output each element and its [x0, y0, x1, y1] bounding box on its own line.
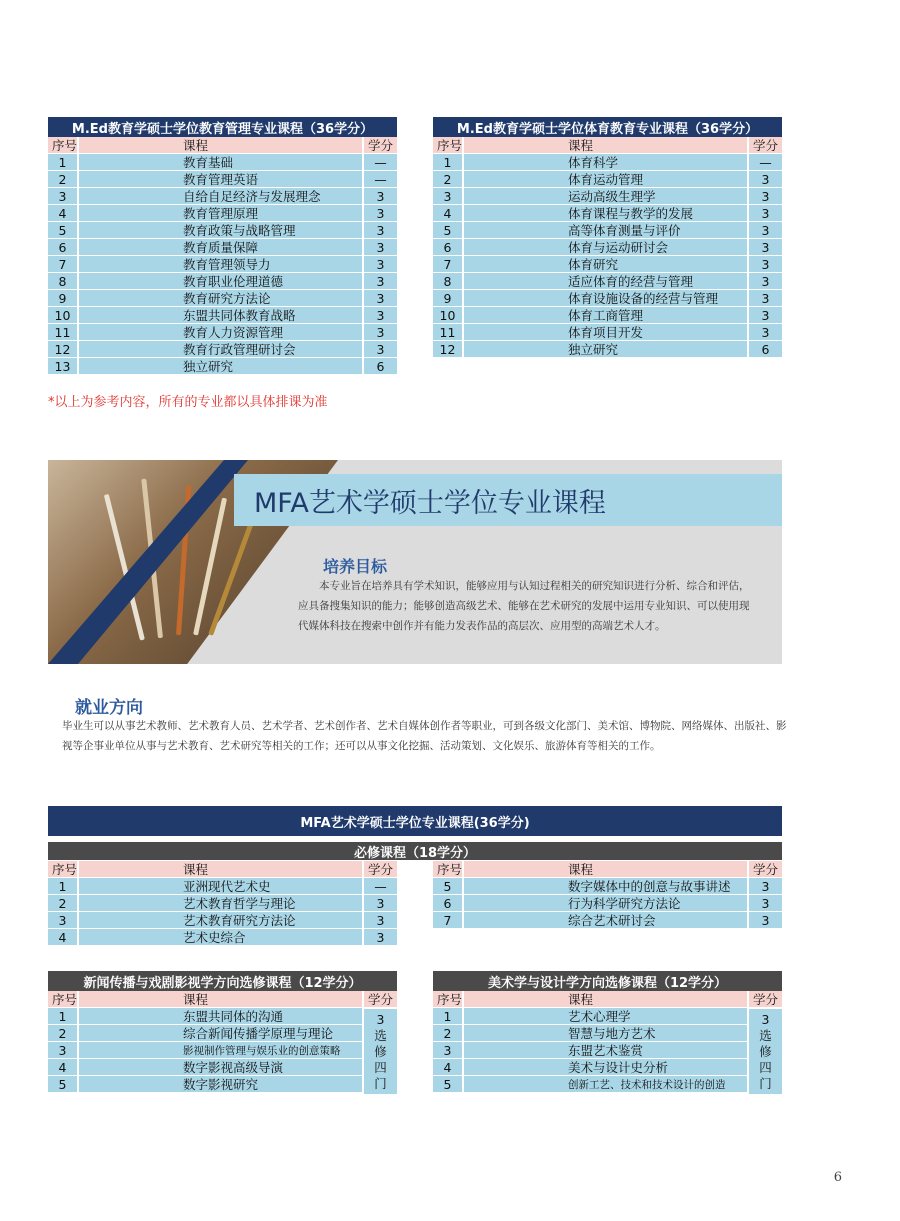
course-credit: 3 — [749, 307, 782, 323]
course-credit: 3 — [364, 273, 397, 289]
course-name: 美术与设计史分析 — [464, 1059, 747, 1075]
table-row — [433, 239, 782, 256]
row-number: 10 — [433, 307, 462, 323]
course-credit: 3 — [749, 171, 782, 187]
header-course: 课程 — [464, 991, 747, 1007]
table-row — [433, 895, 782, 912]
table-row — [433, 1025, 782, 1042]
required-left-table — [48, 861, 397, 946]
row-number: 4 — [433, 205, 462, 221]
course-name: 教育行政管理研讨会 — [79, 341, 362, 357]
row-number: 10 — [48, 307, 77, 323]
table-row — [433, 341, 782, 358]
table-row — [433, 1076, 782, 1093]
table-row — [48, 1025, 397, 1042]
course-name: 教育基础 — [79, 154, 362, 170]
row-number: 2 — [48, 895, 77, 911]
course-credit: 3 — [364, 324, 397, 340]
mfa-banner — [48, 460, 782, 664]
course-credit: 3 — [749, 222, 782, 238]
course-name: 教育管理英语 — [79, 171, 362, 187]
course-name: 数字影视研究 — [79, 1076, 362, 1092]
elective-credit-note — [749, 1009, 782, 1094]
mfa-table-title: MFA艺术学硕士学位专业课程(36学分) — [48, 806, 782, 836]
course-credit: 3 — [364, 290, 397, 306]
row-number: 8 — [433, 273, 462, 289]
credit-note-char: 四 — [374, 1059, 387, 1075]
table-row — [433, 1059, 782, 1076]
row-number: 5 — [433, 1076, 462, 1092]
course-credit: 3 — [364, 256, 397, 272]
row-number: 5 — [433, 222, 462, 238]
course-name: 综合艺术研讨会 — [464, 912, 747, 928]
table-row — [433, 188, 782, 205]
table-row — [48, 222, 397, 239]
row-number: 7 — [433, 912, 462, 928]
row-number: 1 — [433, 1008, 462, 1024]
row-number: 9 — [48, 290, 77, 306]
credit-note-char: 修 — [374, 1043, 387, 1059]
row-number: 6 — [433, 239, 462, 255]
course-name: 体育研究 — [464, 256, 747, 272]
table-row — [433, 205, 782, 222]
course-credit: 3 — [749, 239, 782, 255]
course-name: 东盟艺术鉴赏 — [464, 1042, 747, 1058]
course-credit: — — [364, 878, 397, 894]
course-credit: — — [364, 154, 397, 170]
table-row — [433, 171, 782, 188]
row-number: 12 — [433, 341, 462, 357]
row-number: 8 — [48, 273, 77, 289]
row-number: 1 — [48, 1008, 77, 1024]
table-row — [433, 1008, 782, 1025]
course-name: 体育课程与教学的发展 — [464, 205, 747, 221]
course-credit: 3 — [749, 205, 782, 221]
row-number: 4 — [48, 205, 77, 221]
row-number: 5 — [433, 878, 462, 894]
course-name: 教育质量保障 — [79, 239, 362, 255]
course-credit: 6 — [749, 341, 782, 357]
row-number: 5 — [48, 222, 77, 238]
table-row — [48, 171, 397, 188]
course-name: 艺术教育哲学与理论 — [79, 895, 362, 911]
credit-note-char: 3 — [761, 1011, 770, 1027]
header-credit: 学分 — [749, 861, 782, 877]
row-number: 5 — [48, 1076, 77, 1092]
header-no: 序号 — [48, 137, 77, 153]
header-course: 课程 — [79, 991, 362, 1007]
course-name: 教育研究方法论 — [79, 290, 362, 306]
med-management-table — [48, 117, 397, 375]
table-row — [433, 878, 782, 895]
reference-note: *以上为参考内容，所有的专业都以具体排课为准 — [48, 395, 328, 410]
table-row — [48, 290, 397, 307]
course-credit: — — [749, 154, 782, 170]
table-row — [48, 307, 397, 324]
header-credit: 学分 — [364, 137, 397, 153]
row-number: 4 — [48, 929, 77, 945]
credit-note-char: 四 — [759, 1059, 772, 1075]
credit-note-char: 选 — [759, 1027, 772, 1043]
course-name: 自给自足经济与发展理念 — [79, 188, 362, 204]
course-name: 适应体育的经营与管理 — [464, 273, 747, 289]
row-number: 3 — [48, 1042, 77, 1058]
course-name: 亚洲现代艺术史 — [79, 878, 362, 894]
table-row — [48, 895, 397, 912]
table-row — [433, 290, 782, 307]
course-credit: 3 — [364, 912, 397, 928]
row-number: 7 — [433, 256, 462, 272]
table-row — [433, 256, 782, 273]
course-name: 创新工艺、技术和技术设计的创造 — [464, 1076, 747, 1092]
table-row — [433, 1042, 782, 1059]
row-number: 9 — [433, 290, 462, 306]
table-row — [48, 273, 397, 290]
banner-title: MFA艺术学硕士学位专业课程 — [234, 474, 782, 526]
header-course: 课程 — [79, 137, 362, 153]
row-number: 11 — [433, 324, 462, 340]
page-number: 6 — [833, 1170, 842, 1185]
goal-text: 本专业旨在培养具有学术知识，能够应用与认知过程相关的研究知识进行分析、综合和评估，应具备搜集知识的能力；能够创造高级艺术、能够在艺术研究的发展中运用专业知识、可以使用现代媒体科技在搜索中创作并有能力发表作品的高层次、应用型的高端艺术人才。 — [298, 580, 750, 632]
header-course: 课程 — [464, 137, 747, 153]
table-title: 美术学与设计学方向选修课程（12学分） — [433, 971, 782, 991]
course-credit: 3 — [364, 341, 397, 357]
table-row — [48, 912, 397, 929]
course-name: 东盟共同体的沟通 — [79, 1008, 362, 1024]
course-credit: 3 — [364, 307, 397, 323]
table-row — [48, 1059, 397, 1076]
credit-note-char: 门 — [759, 1075, 772, 1091]
course-name: 教育政策与战略管理 — [79, 222, 362, 238]
goal-heading: 培养目标 — [323, 557, 388, 576]
med-pe-table — [433, 117, 782, 358]
course-name: 高等体育测量与评价 — [464, 222, 747, 238]
course-name: 体育项目开发 — [464, 324, 747, 340]
course-name: 行为科学研究方法论 — [464, 895, 747, 911]
course-name: 智慧与地方艺术 — [464, 1025, 747, 1041]
table-row — [48, 358, 397, 375]
row-number: 4 — [48, 1059, 77, 1075]
table-row — [433, 222, 782, 239]
table-row — [48, 188, 397, 205]
table-row — [433, 324, 782, 341]
table-row — [433, 154, 782, 171]
course-credit: 3 — [364, 205, 397, 221]
table-header — [48, 861, 397, 878]
table-title: M.Ed教育学硕士学位体育教育专业课程（36学分） — [433, 117, 782, 137]
table-row — [433, 273, 782, 290]
course-name: 体育科学 — [464, 154, 747, 170]
course-name: 独立研究 — [79, 358, 362, 374]
course-credit: 3 — [749, 324, 782, 340]
credit-note-char: 修 — [759, 1043, 772, 1059]
table-header — [48, 991, 397, 1008]
table-header — [48, 137, 397, 154]
course-name: 东盟共同体教育战略 — [79, 307, 362, 323]
course-name: 艺术史综合 — [79, 929, 362, 945]
header-no: 序号 — [433, 861, 462, 877]
row-number: 1 — [48, 878, 77, 894]
header-no: 序号 — [48, 861, 77, 877]
header-credit: 学分 — [749, 991, 782, 1007]
row-number: 2 — [433, 171, 462, 187]
course-credit: 3 — [364, 929, 397, 945]
course-credit: 3 — [749, 290, 782, 306]
course-name: 独立研究 — [464, 341, 747, 357]
table-row — [433, 912, 782, 929]
header-no: 序号 — [433, 991, 462, 1007]
course-name: 艺术心理学 — [464, 1008, 747, 1024]
header-credit: 学分 — [364, 991, 397, 1007]
course-name: 教育管理原理 — [79, 205, 362, 221]
course-name: 艺术教育研究方法论 — [79, 912, 362, 928]
course-name: 体育设施设备的经营与管理 — [464, 290, 747, 306]
table-row — [48, 256, 397, 273]
table-row — [48, 1076, 397, 1093]
course-credit: 3 — [364, 222, 397, 238]
course-name: 数字影视高级导演 — [79, 1059, 362, 1075]
elective-media-table — [48, 971, 397, 1093]
course-credit: 3 — [364, 188, 397, 204]
row-number: 2 — [48, 171, 77, 187]
course-credit: 3 — [749, 895, 782, 911]
header-credit: 学分 — [749, 137, 782, 153]
header-course: 课程 — [464, 861, 747, 877]
row-number: 4 — [433, 1059, 462, 1075]
elective-art-table — [433, 971, 782, 1093]
course-name: 体育运动管理 — [464, 171, 747, 187]
course-credit: — — [364, 171, 397, 187]
table-row — [48, 324, 397, 341]
employment-heading: 就业方向 — [75, 698, 143, 718]
course-credit: 3 — [749, 256, 782, 272]
employment-text: 毕业生可以从事艺术教师、艺术教育人员、艺术学者、艺术创作者、艺术自媒体创作者等职业，可到各级文化部门、美术馆、博物院、网络媒体、出版社、影视等企事业单位从事与艺术教育、艺术研究等相关的工作；还可以从事文化挖掘、活动策划、文化娱乐、旅游体育等相关的工作。 — [62, 720, 787, 752]
row-number: 6 — [48, 239, 77, 255]
row-number: 2 — [48, 1025, 77, 1041]
course-credit: 6 — [364, 358, 397, 374]
credit-note-char: 门 — [374, 1075, 387, 1091]
course-name: 影视制作管理与娱乐业的创意策略 — [79, 1042, 362, 1058]
table-title: 新闻传播与戏剧影视学方向选修课程（12学分） — [48, 971, 397, 991]
header-no: 序号 — [48, 991, 77, 1007]
table-row — [48, 341, 397, 358]
course-name: 综合新闻传播学原理与理论 — [79, 1025, 362, 1041]
row-number: 1 — [48, 154, 77, 170]
course-name: 教育管理领导力 — [79, 256, 362, 272]
table-header — [433, 861, 782, 878]
elective-credit-note — [364, 1009, 397, 1094]
course-name: 体育与运动研讨会 — [464, 239, 747, 255]
row-number: 11 — [48, 324, 77, 340]
required-right-table — [433, 861, 782, 929]
course-credit: 3 — [749, 878, 782, 894]
row-number: 12 — [48, 341, 77, 357]
course-name: 教育职业伦理道德 — [79, 273, 362, 289]
course-name: 数字媒体中的创意与故事讲述 — [464, 878, 747, 894]
table-row — [48, 1008, 397, 1025]
course-credit: 3 — [749, 188, 782, 204]
course-credit: 3 — [364, 895, 397, 911]
row-number: 1 — [433, 154, 462, 170]
header-credit: 学分 — [364, 861, 397, 877]
header-no: 序号 — [433, 137, 462, 153]
table-row — [48, 929, 397, 946]
row-number: 13 — [48, 358, 77, 374]
credit-note-char: 选 — [374, 1027, 387, 1043]
table-row — [48, 1042, 397, 1059]
header-course: 课程 — [79, 861, 362, 877]
row-number: 7 — [48, 256, 77, 272]
course-name: 运动高级生理学 — [464, 188, 747, 204]
credit-note-char: 3 — [376, 1011, 385, 1027]
table-row — [48, 239, 397, 256]
course-credit: 3 — [749, 273, 782, 289]
table-row — [48, 878, 397, 895]
row-number: 6 — [433, 895, 462, 911]
table-header — [433, 137, 782, 154]
required-title: 必修课程（18学分） — [48, 842, 782, 860]
row-number: 2 — [433, 1025, 462, 1041]
table-row — [433, 307, 782, 324]
course-name: 教育人力资源管理 — [79, 324, 362, 340]
row-number: 3 — [433, 188, 462, 204]
table-header — [433, 991, 782, 1008]
row-number: 3 — [48, 912, 77, 928]
table-row — [48, 154, 397, 171]
row-number: 3 — [48, 188, 77, 204]
course-name: 体育工商管理 — [464, 307, 747, 323]
course-credit: 3 — [364, 239, 397, 255]
row-number: 3 — [433, 1042, 462, 1058]
course-credit: 3 — [749, 912, 782, 928]
table-row — [48, 205, 397, 222]
table-title: M.Ed教育学硕士学位教育管理专业课程（36学分） — [48, 117, 397, 137]
